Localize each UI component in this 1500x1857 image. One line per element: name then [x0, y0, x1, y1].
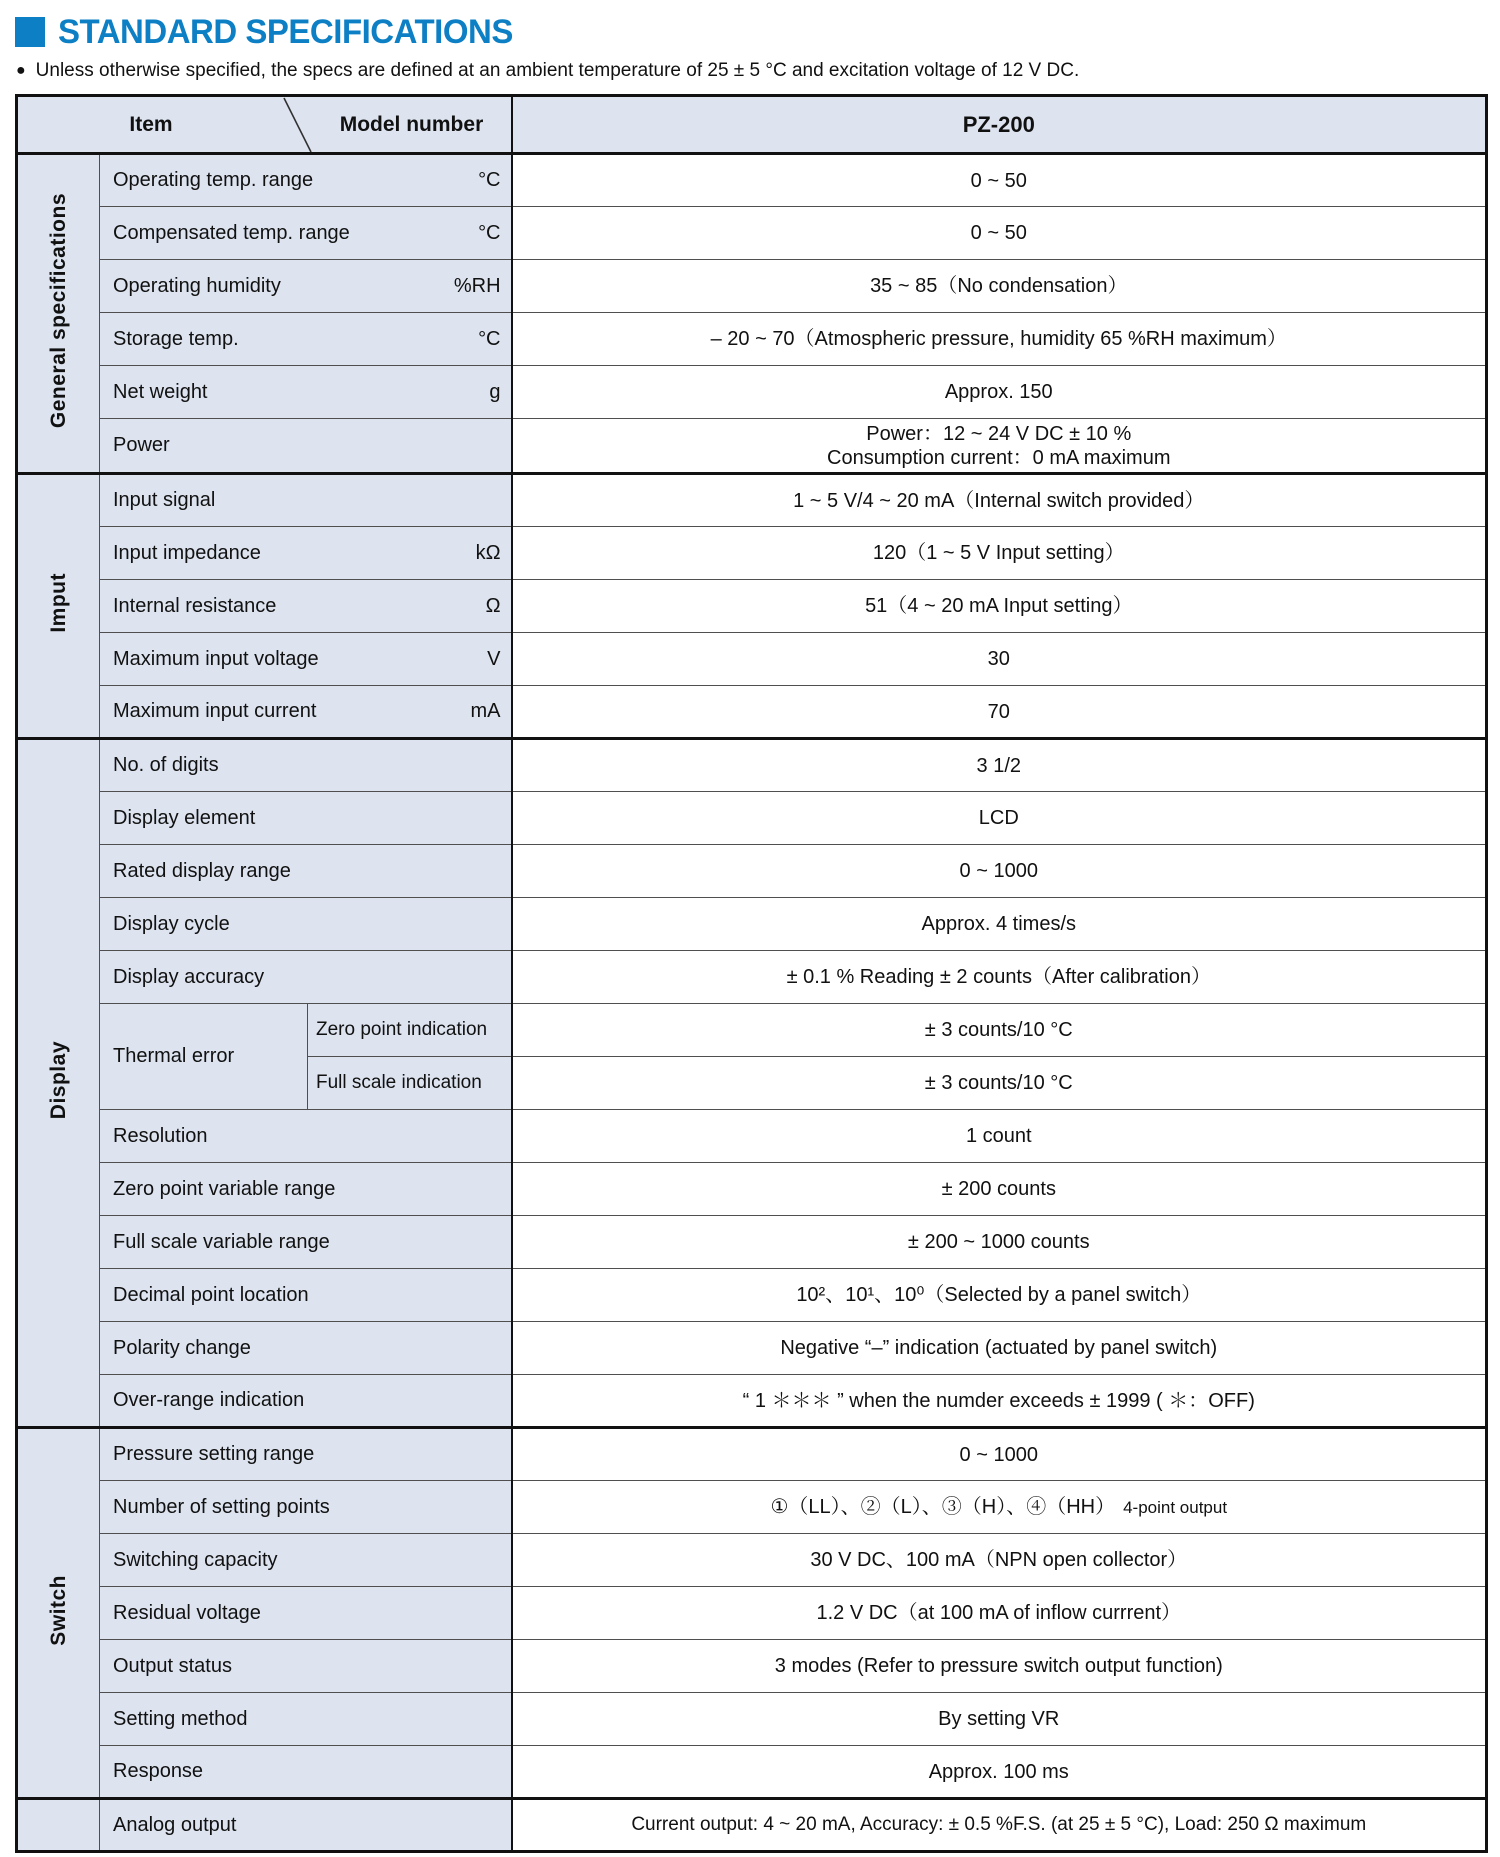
table-row: [17, 1375, 1487, 1428]
spec-item-cell-thermal-error: [100, 1004, 308, 1110]
spec-unit: °C: [478, 327, 501, 350]
spec-item-cell: [100, 313, 512, 366]
table-row: [17, 792, 1487, 845]
spec-unit: V: [487, 647, 501, 670]
table-row: [17, 1004, 1487, 1057]
spec-item-cell: [100, 1428, 512, 1481]
spec-table: [15, 94, 1488, 1853]
spec-unit: °C: [478, 221, 501, 244]
spec-item-cell: [100, 419, 512, 474]
bullet-icon: ●: [16, 62, 26, 79]
spec-value: 51（4 ~ 20 mA Input setting）: [512, 580, 1487, 633]
spec-value: 1 ~ 5 V/4 ~ 20 mA（Internal switch provided）: [512, 474, 1487, 527]
spec-unit: kΩ: [475, 541, 501, 564]
spec-item-label: Input impedance: [113, 541, 261, 564]
spec-item-cell: [100, 366, 512, 419]
spec-item-cell: [100, 1799, 512, 1852]
spec-item-cell: [100, 1481, 512, 1534]
spec-item-label: Storage temp.: [113, 327, 239, 350]
table-row: [17, 1481, 1487, 1534]
spec-value: ± 200 ~ 1000 counts: [512, 1216, 1487, 1269]
spec-item-label: Pressure setting range: [113, 1443, 315, 1465]
spec-item-cell: [100, 580, 512, 633]
spec-item-label: Operating temp. range: [113, 169, 314, 191]
spec-item-label: Thermal error: [113, 1045, 235, 1067]
table-row: [17, 898, 1487, 951]
spec-item-cell: [100, 1163, 512, 1216]
spec-item-cell: [100, 260, 512, 313]
spec-item-label: Internal resistance: [113, 594, 277, 617]
setting-points-suffix: 4-point output: [1123, 1498, 1228, 1517]
table-row: [17, 1587, 1487, 1640]
spec-subitem-cell: [308, 1004, 512, 1057]
spec-item-cell: [100, 1587, 512, 1640]
table-row: [17, 1163, 1487, 1216]
spec-item-label: Power: [113, 434, 170, 456]
spec-item-cell: [100, 739, 512, 792]
note-text: Unless otherwise specified, the specs are defined at an ambient temperature of 25 ± 5 °C and excitation voltage of 12 V DC.: [35, 60, 1080, 81]
spec-value: By setting VR: [512, 1693, 1487, 1746]
header-diagonal-line: [18, 97, 512, 152]
table-row: [17, 1216, 1487, 1269]
section-label-analog: [17, 1799, 100, 1852]
header-item-label: Item: [129, 113, 173, 136]
spec-item-label: Polarity change: [113, 1336, 251, 1359]
spec-item-cell: [100, 1110, 512, 1163]
spec-item-label: Maximum input voltage: [113, 647, 319, 670]
spec-item-label: Resolution: [113, 1124, 208, 1147]
table-row: [17, 474, 1487, 527]
spec-value: ± 3 counts/10 °C: [512, 1004, 1487, 1057]
spec-item-label: Compensated temp. range: [113, 221, 350, 244]
table-row: [17, 580, 1487, 633]
table-row: [17, 1799, 1487, 1852]
table-row: [17, 366, 1487, 419]
spec-item-label: Display element: [113, 806, 256, 829]
spec-item-label: Zero point variable range: [113, 1177, 336, 1200]
spec-value: – 20 ~ 70（Atmospheric pressure, humidity 65 %RH maximum）: [512, 313, 1487, 366]
table-row: [17, 1269, 1487, 1322]
spec-value: Approx. 100 ms: [512, 1746, 1487, 1799]
table-row: [17, 1322, 1487, 1375]
spec-note: [16, 60, 1500, 82]
spec-item-cell: [100, 154, 512, 207]
spec-item-label: Number of setting points: [113, 1495, 330, 1518]
table-row: [17, 1428, 1487, 1481]
table-row: [17, 686, 1487, 739]
spec-value: 3 modes (Refer to pressure switch output function): [512, 1640, 1487, 1693]
table-row: [17, 1746, 1487, 1799]
spec-value: 0 ~ 1000: [512, 845, 1487, 898]
spec-item-cell: [100, 1693, 512, 1746]
spec-value: 0 ~ 50: [512, 207, 1487, 260]
spec-unit: °C: [478, 169, 501, 191]
spec-item-cell: [100, 527, 512, 580]
table-row: [17, 1110, 1487, 1163]
spec-item-label: Setting method: [113, 1707, 248, 1730]
spec-value: 70: [512, 686, 1487, 739]
spec-unit: g: [489, 380, 501, 403]
table-header-row: [17, 96, 1487, 154]
spec-value: “ 1 ＊＊＊ ” when the numder exceeds ± 1999 ( ＊：OFF): [512, 1375, 1487, 1428]
table-row: [17, 1640, 1487, 1693]
table-row: [17, 633, 1487, 686]
spec-item-label: Analog output: [113, 1813, 237, 1836]
spec-item-cell: [100, 845, 512, 898]
table-row: [17, 845, 1487, 898]
header-item-model-cell: [17, 96, 512, 154]
spec-item-cell: [100, 1216, 512, 1269]
spec-item-label: No. of digits: [113, 754, 219, 776]
spec-value: ± 0.1 % Reading ± 2 counts（After calibration）: [512, 951, 1487, 1004]
spec-item-label: Response: [113, 1760, 204, 1782]
section-label-input: Imput: [17, 474, 100, 739]
spec-value: 0 ~ 50: [512, 154, 1487, 207]
spec-value: ± 3 counts/10 °C: [512, 1057, 1487, 1110]
spec-value: 10²、10¹、10⁰（Selected by a panel switch）: [512, 1269, 1487, 1322]
spec-item-label: Residual voltage: [113, 1601, 261, 1624]
table-row: [17, 1534, 1487, 1587]
spec-item-label: Net weight: [113, 380, 208, 403]
spec-value: 30 V DC、100 mA（NPN open collector）: [512, 1534, 1487, 1587]
spec-unit: %RH: [453, 274, 501, 297]
spec-value: 30: [512, 633, 1487, 686]
spec-value: LCD: [512, 792, 1487, 845]
spec-item-cell: [100, 1640, 512, 1693]
spec-value: Approx. 4 times/s: [512, 898, 1487, 951]
spec-item-cell: [100, 207, 512, 260]
table-row: [17, 527, 1487, 580]
spec-item-cell: [100, 474, 512, 527]
spec-item-cell: [100, 1269, 512, 1322]
spec-item-label: Display accuracy: [113, 965, 265, 988]
spec-subitem-cell: [308, 1057, 512, 1110]
setting-points-value: ①（LL）、②（L）、③（H）、④（HH）: [770, 1496, 1116, 1518]
spec-item-cell: [100, 1746, 512, 1799]
title-square-icon: [15, 17, 45, 47]
spec-item-cell: [100, 1375, 512, 1428]
table-row: [17, 951, 1487, 1004]
spec-unit: mA: [470, 700, 501, 722]
table-row: [17, 739, 1487, 792]
spec-value: [512, 1481, 1487, 1534]
spec-subitem-label: Zero point indication: [316, 1019, 488, 1040]
spec-item-cell: [100, 1322, 512, 1375]
spec-item-cell: [100, 1534, 512, 1587]
page-title: STANDARD SPECIFICATIONS: [58, 12, 513, 51]
spec-item-label: Maximum input current: [113, 700, 317, 722]
spec-value: 120（1 ~ 5 V Input setting）: [512, 527, 1487, 580]
spec-value: 1 count: [512, 1110, 1487, 1163]
spec-item-label: Decimal point location: [113, 1283, 309, 1306]
spec-item-label: Full scale variable range: [113, 1230, 330, 1253]
spec-item-label: Over-range indication: [113, 1389, 305, 1411]
spec-subitem-label: Full scale indication: [316, 1072, 482, 1093]
header-model-value: PZ-200: [512, 96, 1487, 154]
table-row: [17, 313, 1487, 366]
spec-value: ± 200 counts: [512, 1163, 1487, 1216]
spec-item-cell: [100, 633, 512, 686]
table-row: [17, 154, 1487, 207]
table-row: [17, 1693, 1487, 1746]
spec-item-cell: [100, 951, 512, 1004]
spec-value: 35 ~ 85（No condensation）: [512, 260, 1487, 313]
spec-item-cell: [100, 898, 512, 951]
spec-item-label: Rated display range: [113, 859, 291, 882]
power-line-1: Power：12 ~ 24 V DC ± 10 %: [866, 422, 1132, 445]
spec-value: 0 ~ 1000: [512, 1428, 1487, 1481]
page-header: [15, 13, 1500, 51]
spec-value: Current output: 4 ~ 20 mA, Accuracy: ± 0.5 %F.S. (at 25 ± 5 °C), Load: 250 Ω maximum: [512, 1799, 1487, 1852]
spec-value: Negative “–” indication (actuated by panel switch): [512, 1322, 1487, 1375]
header-model-label: Model number: [339, 113, 484, 136]
table-row: [17, 207, 1487, 260]
section-label-general: General specifications: [17, 154, 100, 474]
spec-item-label: Operating humidity: [113, 274, 281, 297]
spec-item-label: Input signal: [113, 489, 216, 511]
spec-value: 1.2 V DC（at 100 mA of inflow currrent）: [512, 1587, 1487, 1640]
spec-item-cell: [100, 792, 512, 845]
table-row: [17, 419, 1487, 474]
power-line-2: Consumption current：0 mA maximum: [827, 446, 1171, 469]
spec-unit: Ω: [485, 594, 501, 617]
spec-item-label: Switching capacity: [113, 1548, 278, 1571]
spec-value: [512, 419, 1487, 474]
spec-value: Approx. 150: [512, 366, 1487, 419]
table-row: [17, 260, 1487, 313]
section-label-display: Display: [17, 739, 100, 1428]
section-label-switch: Switch: [17, 1428, 100, 1799]
spec-item-label: Output status: [113, 1654, 232, 1677]
spec-item-cell: [100, 686, 512, 739]
spec-value: 3 1/2: [512, 739, 1487, 792]
spec-item-label: Display cycle: [113, 912, 230, 935]
